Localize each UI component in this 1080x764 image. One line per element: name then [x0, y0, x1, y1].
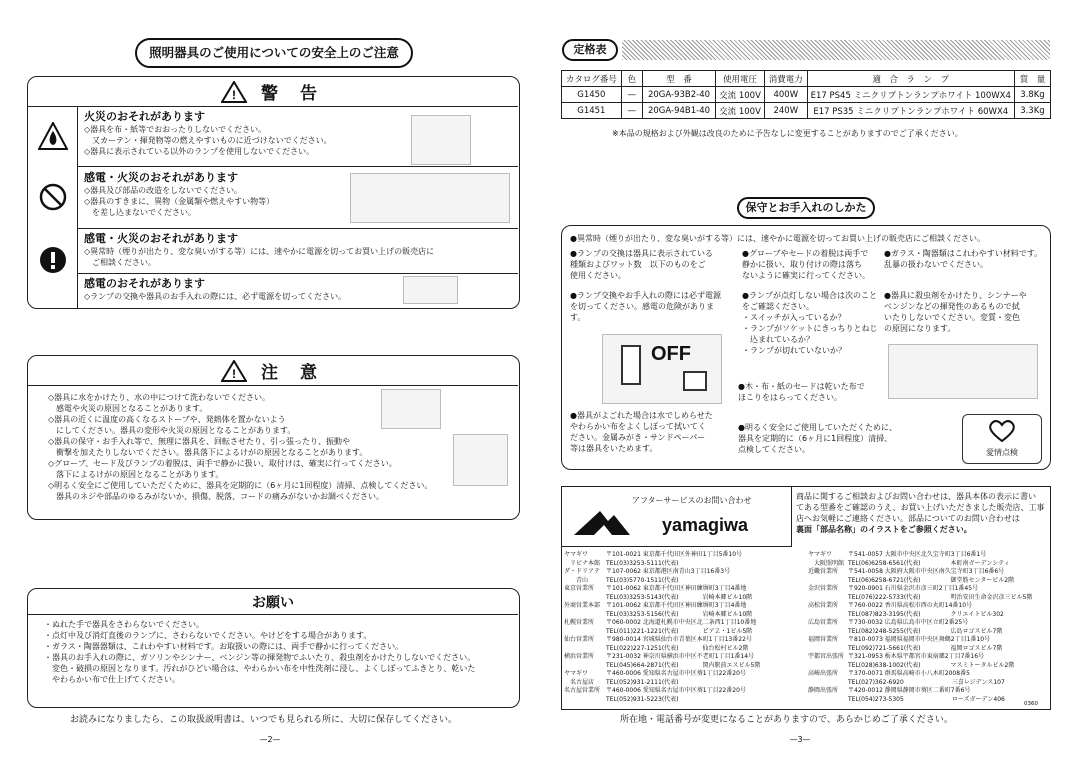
insecticide-illustration	[888, 344, 1038, 399]
right-footer-note: 所在地・電話番号が変更になることがありますので、あらかじめご了承ください。	[620, 715, 953, 725]
office-row: 高崎出張所 〒370-0071 群馬県高崎市小八木町2008番5	[808, 670, 970, 677]
spec-cell: G1451	[562, 103, 622, 119]
warning-header	[28, 77, 518, 107]
maintenance-line: 点検してください。	[738, 445, 810, 454]
office-row: TEL(011)221-1221(代表) ピアＺ・1ビル5階	[606, 627, 753, 635]
warning-item-title: 感電・火災のおそれがあります	[84, 171, 238, 184]
office-row: 大阪照明館 TEL(06)6258-6561(代表) 本町南ガーデンシティ	[808, 559, 1010, 567]
water-illustration	[381, 389, 441, 429]
spec-header-cell: 適 合 ラ ン プ	[807, 71, 1014, 87]
mandatory-icon	[37, 245, 69, 275]
maintenance-line: 静かに扱い、取り付けの際は落ち	[742, 260, 862, 269]
maintenance-line: 器具を定期的に（6ヶ月に1回程度）清掃、	[738, 434, 893, 443]
maintenance-line: ベンジンなどの揮発性のあるもので拭	[884, 302, 1020, 311]
left-page-number: —2—	[259, 735, 281, 744]
request-header	[28, 589, 518, 615]
spec-cell: 3.3Kg	[1014, 103, 1050, 119]
warning-triangle-icon	[221, 81, 247, 103]
maintenance-title: 保守とお手入れのしかた	[737, 197, 875, 219]
maintenance-line: ●木・布・紙のセードは乾いた布で	[738, 382, 865, 391]
request-line: ・器具のお手入れの際に、ガソリンやシンナー、ベンジン等の揮発物でふいたり、殺虫剤をかけたりしないでください。	[44, 653, 476, 662]
maintenance-line: ●ガラス・陶器類はこれわやすい材料です。	[884, 249, 1043, 258]
office-row: TEL(052)931-5223(代表)	[606, 695, 679, 703]
maintenance-col-1	[570, 248, 740, 323]
maintenance-line: ●器具がよごれた場合は水でしめらせた	[570, 411, 713, 420]
maintenance-line: ・ランプがソケットにきっちりとねじ	[742, 324, 878, 333]
spec-cell: G1450	[562, 87, 622, 103]
office-row: TEL(03)3253-5143(代表) 岩崎本郷ビル10階	[606, 593, 753, 601]
office-row: 金沢営業所 〒920-0901 石川県金沢市彦三町2丁目1番45号	[808, 585, 979, 592]
request-line: ・ガラス・陶器器類は、これわやすい材料です。お取扱いの際には、両手で静かに行ってください。	[44, 642, 404, 651]
spec-row	[562, 87, 1051, 103]
maintenance-line: 等は器具をいためます。	[570, 444, 658, 453]
maintenance-spacer	[742, 281, 892, 290]
maintenance-mid	[738, 381, 888, 403]
spec-cell: —	[621, 87, 642, 103]
office-row: 横浜営業所 〒231-0032 神奈川県横浜市中区不老町1丁目1番14号	[564, 653, 755, 660]
request-box	[27, 588, 520, 708]
yamagiwa-logo-icon	[572, 507, 632, 537]
caution-line: ◇グローブ、セード及びランプの着脱は、両手で静かに扱い、取付けは、確実に行ってください。	[48, 459, 397, 468]
caution-box	[27, 355, 520, 520]
spec-title-bar	[622, 40, 1050, 60]
office-row: TEL(082)248-5255(代表) 広島ロゴスビル7階	[848, 627, 1003, 635]
after-service-header	[562, 487, 792, 547]
office-row: TEL(03)3253-5156(代表) 岩崎本郷ビル10階	[606, 610, 753, 618]
office-row: TEL(087)823-3195(代表) クリエイトビル302	[848, 610, 1004, 618]
plug-illustration	[403, 276, 458, 304]
maintenance-line: いたりしないでください。変質・変色	[884, 313, 1020, 322]
office-row: ヤマギワ 〒541-0057 大阪市中央区北久宝寺町3丁目6番1号	[808, 551, 987, 558]
warning-item-3	[84, 232, 514, 268]
warning-item-line: ◇器具及び部品の改造をしないでください。	[84, 186, 243, 195]
maintenance-line: ●器具に殺虫剤をかけたり、シンナーや	[884, 291, 1027, 300]
spec-cell: 交流 100V	[716, 87, 765, 103]
spec-cell: 20GA-93B2-40	[642, 87, 715, 103]
maintenance-line: ないように確実に行ってください。	[742, 271, 870, 280]
caution-line: 落下によるけがの原因となることがあります。	[48, 470, 224, 479]
contact-line: 商品に関するご相談およびお問い合わせは、器具本体の表示に書い	[796, 492, 1036, 501]
maintenance-line: ・ランプが切れていないか？	[742, 346, 846, 355]
cloth-cover-illustration	[411, 115, 471, 165]
warning-item-line: ◇器具に表示されている以外のランプを使用しないでください。	[84, 147, 315, 156]
caution-line: ◇明るく安全にご使用していただくために、器具を定期的に（6ヶ月に1回程度）清掃、点検してください。	[48, 481, 433, 490]
request-text	[44, 619, 514, 685]
left-footer-note: お読みになりましたら、この取扱説明書は、いつでも見られる所に、大切に保存してください。	[70, 715, 458, 725]
spec-header-cell: 消費電力	[764, 71, 807, 87]
maintenance-line: ほこりをはらってください。	[738, 393, 842, 402]
contact-line: 店へお気軽にご連絡ください。部品についてのお問い合わせは	[796, 514, 1020, 523]
spec-header-cell: カタログ番号	[562, 71, 622, 87]
maintenance-bottom-1	[570, 410, 740, 454]
brand-name: yamagiwa	[662, 515, 749, 535]
warning-box	[27, 76, 520, 309]
offices-right	[808, 551, 1050, 704]
office-row: TEL(076)222-5733(代表) 明治安田生命金沢彦三ビル5階	[848, 593, 1033, 601]
request-line: ・点灯中及び消灯直後のランプに、さわらないでください。やけどをする場合があります。	[44, 631, 372, 640]
maintenance-spacer	[884, 270, 1049, 290]
office-row: TEL(054)273-5305 ローズガーデン406	[848, 695, 1005, 703]
maintenance-line: ●明るく安全にご使用していただくために、	[738, 423, 897, 432]
office-row: ヤマギワ 〒460-0006 愛知県名古屋市中区葵1丁目22番20号	[564, 670, 746, 677]
contact-note	[796, 491, 1048, 535]
warning-item-line: を差し込まないでください。	[84, 208, 196, 217]
office-row: 福岡営業所 〒810-0073 福岡県福岡市中央区舞鶴2丁目1番10号	[808, 636, 991, 643]
office-row: 静岡出張所 〒420-0012 静岡県静岡市葵区二番町7番6号	[808, 687, 971, 694]
contact-line: 裏面「部品名称」のイラストをご参照ください。	[796, 525, 972, 534]
spec-cell: 400W	[764, 87, 807, 103]
spec-cell: E17 PS35 ミニクリプトンランプホワイト 60WX4	[807, 103, 1014, 119]
safety-title: 照明器具のご使用についての安全上のご注意	[135, 38, 413, 68]
caution-heading: 注 意	[261, 363, 325, 383]
office-row: TEL(092)721-5661(代表) 福岡ロゴスビル7階	[848, 644, 1003, 652]
switch-illustration	[602, 334, 722, 404]
warning-icon-column	[28, 107, 78, 308]
office-row: 東京営業所 〒101-0062 東京都千代田区神田練塀町3丁目4番地	[564, 585, 747, 592]
maintenance-line: をご確認ください。	[742, 302, 814, 311]
prohibited-icon	[37, 182, 69, 212]
request-line: 変色・破損の原因となります。汚れがひどい場合は、やわらかい布を中性洗剤に浸し、よくしぼってふきとり、乾いた	[44, 664, 476, 673]
warning-item-line: 又カーテン・揮発物等の燃えやすいものに近づけないでください。	[84, 136, 332, 145]
spec-cell: 交流 100V	[716, 103, 765, 119]
inspection-badge	[962, 414, 1042, 464]
warning-item-line: ◇異常時（煙りが出たり、変な臭いがする等）には、速やかに電源を切ってお買い上げの販売店に	[84, 247, 435, 256]
maintenance-line: 種類およびワット数 以下のものをご	[570, 260, 706, 269]
office-row: 青山 TEL(03)5770-1511(代表)	[564, 576, 679, 584]
maintenance-spacer	[570, 281, 740, 290]
office-row: ヤマギワ 〒101-0021 東京都千代田区外神田1丁目5番10号	[564, 551, 743, 558]
office-row: 札幌営業所 〒060-0002 北海道札幌市中央区北二条西1丁目10番地	[564, 619, 757, 626]
spec-header-cell: 質 量	[1014, 71, 1050, 87]
caution-line: ◇器具に水をかけたり、水の中につけて洗わないでください。	[48, 393, 270, 402]
warning-item-title: 感電のおそれがあります	[84, 277, 205, 290]
maintenance-col-2	[742, 248, 892, 356]
spec-cell: 20GA-94B1-40	[642, 103, 715, 119]
office-row: リビナ本館 TEL(03)3253-5111(代表)	[564, 559, 679, 567]
warning-item-title: 感電・火災のおそれがあります	[84, 232, 238, 245]
office-row: ダ・ドリアテ 〒107-0062 東京都港区南青山3丁目16番3号	[564, 568, 731, 575]
spec-header-cell: 色	[621, 71, 642, 87]
contact-line: てある型番をご確認のうえ、お買い上げいただきました販売店、工事	[796, 503, 1045, 512]
heart-icon	[987, 419, 1017, 443]
svg-text:!: !	[232, 87, 237, 102]
maintenance-line: の原因になります。	[884, 324, 956, 333]
spec-header-row	[562, 71, 1051, 87]
maintenance-line: ・スイッチが入っているか？	[742, 313, 846, 322]
maintenance-box	[561, 225, 1051, 470]
outlet-icon	[683, 371, 707, 391]
spec-cell: 240W	[764, 103, 807, 119]
caution-line: ◇器具の近くに温度の高くなるストーブや、発熱体を置かないよう	[48, 415, 286, 424]
after-service-box	[561, 486, 1051, 710]
maintenance-line: ださい。金属みがき・サンドペーパー	[570, 433, 706, 442]
maintenance-bottom-2	[738, 422, 908, 455]
maintenance-line: す。	[570, 313, 586, 322]
office-row: TEL(06)6258-6721(代表) 御堂筋センタービル2階	[848, 576, 1015, 584]
spec-cell: —	[621, 103, 642, 119]
maintenance-top-line: ●異常時（煙りが出たり、変な臭いがする等）には、速やかに電源を切ってお買い上げの販売店にご相談ください。	[570, 234, 985, 243]
caution-line: 衝撃を加えたりしないでください。器具落下によるけがの原因となることがあります。	[48, 448, 368, 457]
office-row: 広島営業所 〒730-0032 広島県広島市中区立町2番25号	[808, 619, 969, 626]
maintenance-line: 込まれているか？	[742, 335, 814, 344]
maintenance-line: ●グローブやセードの着脱は両手で	[742, 249, 869, 258]
maintenance-col-3	[884, 248, 1049, 334]
caution-triangle-icon	[221, 360, 247, 382]
after-service-label: アフターサービスのお問い合わせ	[632, 496, 752, 505]
switch-icon	[621, 345, 641, 385]
off-label: OFF	[651, 343, 691, 365]
offices-left	[564, 551, 809, 704]
office-row: 名古屋営業所 〒460-0006 愛知県名古屋市中区葵1丁目22番20号	[564, 687, 746, 694]
fire-icon	[37, 121, 69, 151]
request-line: やわらかい布で仕上げてください。	[44, 675, 180, 684]
spec-cell: E17 PS45 ミニクリプトンランプホワイト 100WX4	[807, 87, 1014, 103]
maintenance-line: ●ランプの交換は器具に表示されている	[570, 249, 713, 258]
office-row: 宇都宮出張所 〒321-0953 栃木県宇都宮市東宿郷2丁目7番16号	[808, 653, 985, 660]
office-row: TEL(027)362-6920 三喜レジデンス107	[848, 678, 1005, 686]
spec-header-cell: 型 番	[642, 71, 715, 87]
office-row: TEL(028)638-1002(代表) マスミトータルビル2階	[848, 661, 1015, 669]
office-row: TEL(022)227-1251(代表) 仙台松村ビル2階	[606, 644, 749, 652]
maintenance-line: 乱暴の扱わないでください。	[884, 260, 988, 269]
office-row: 高松営業所 〒760-0022 香川県高松市西の丸町14番10号	[808, 602, 973, 609]
caution-line: 器具のネジや部品のゆるみがないか、損傷、脱落、コードの痛みがないかお調べください。	[48, 492, 384, 501]
maintenance-line: ●ランプ交換やお手入れの際には必ず電源	[570, 291, 721, 300]
maintenance-line: やわらかい布をよくしぼって拭いてく	[570, 422, 706, 431]
warning-item-line: ◇器具を布・紙等でおおったりしないでください。	[84, 125, 267, 134]
spec-row	[562, 103, 1051, 119]
warning-item-2	[84, 171, 364, 218]
caution-header	[28, 356, 518, 386]
maintenance-line: を切ってください。感電の危険がありま	[570, 302, 714, 311]
office-row: 仙台営業所 〒980-0014 宮城県仙台市青葉区本町1丁目13番22号	[564, 636, 752, 643]
spec-header-cell: 使用電圧	[716, 71, 765, 87]
warning-item-4	[84, 277, 424, 302]
caution-line: にしてください。器具の変形や火災の原因となることがあります。	[48, 426, 296, 435]
doc-code: 0360	[1024, 701, 1038, 707]
caution-line: ◇器具の保守・お手入れ等で、無理に器具を、回転させたり、引っ張ったり、振動や	[48, 437, 350, 446]
right-page-number: —3—	[789, 735, 811, 744]
office-row: 外商営業本部 〒101-0062 東京都千代田区神田練塀町3丁目4番地	[564, 602, 747, 609]
inspection-label: 愛情点検	[986, 448, 1018, 457]
spec-table	[561, 70, 1051, 119]
request-heading: お願い	[252, 594, 294, 611]
caution-line: 感電や火災の原因となることがあります。	[48, 404, 208, 413]
spec-cell: 3.8Kg	[1014, 87, 1050, 103]
office-row: 名古屋店 TEL(052)931-2111(代表)	[564, 678, 679, 686]
svg-text:!: !	[232, 366, 237, 381]
warning-item-line: ◇器具のすきまに、異物（金属類や燃えやすい物等）	[84, 197, 275, 206]
maintenance-line: ●ランプが点灯しない場合は次のこと	[742, 291, 877, 300]
warning-item-line: ご相談ください。	[84, 258, 156, 267]
warning-item-1	[84, 110, 424, 157]
spec-note: ※本品の規格および外観は改良のために予告なしに変更することがありますのでご了承ください。	[612, 129, 963, 138]
office-row: 近畿営業所 〒541-0058 大阪府大阪市中央区南久宝寺町3丁目6番6号	[808, 568, 1005, 575]
office-row: TEL(045)664-2871(代表) 関内駅前エスビル5階	[606, 661, 761, 669]
modification-illustration	[350, 173, 510, 223]
maintenance-line: 使用ください。	[570, 271, 626, 280]
warning-heading: 警 告	[261, 84, 325, 104]
warning-item-line: ◇ランプの交換や器具のお手入れの際には、必ず電源を切ってください。	[84, 292, 347, 301]
warning-item-title: 火災のおそれがあります	[84, 110, 205, 123]
stove-illustration	[453, 434, 508, 486]
spec-title: 定格表	[562, 39, 618, 61]
request-line: ・ぬれた手で器具をさわらないでください。	[44, 620, 204, 629]
